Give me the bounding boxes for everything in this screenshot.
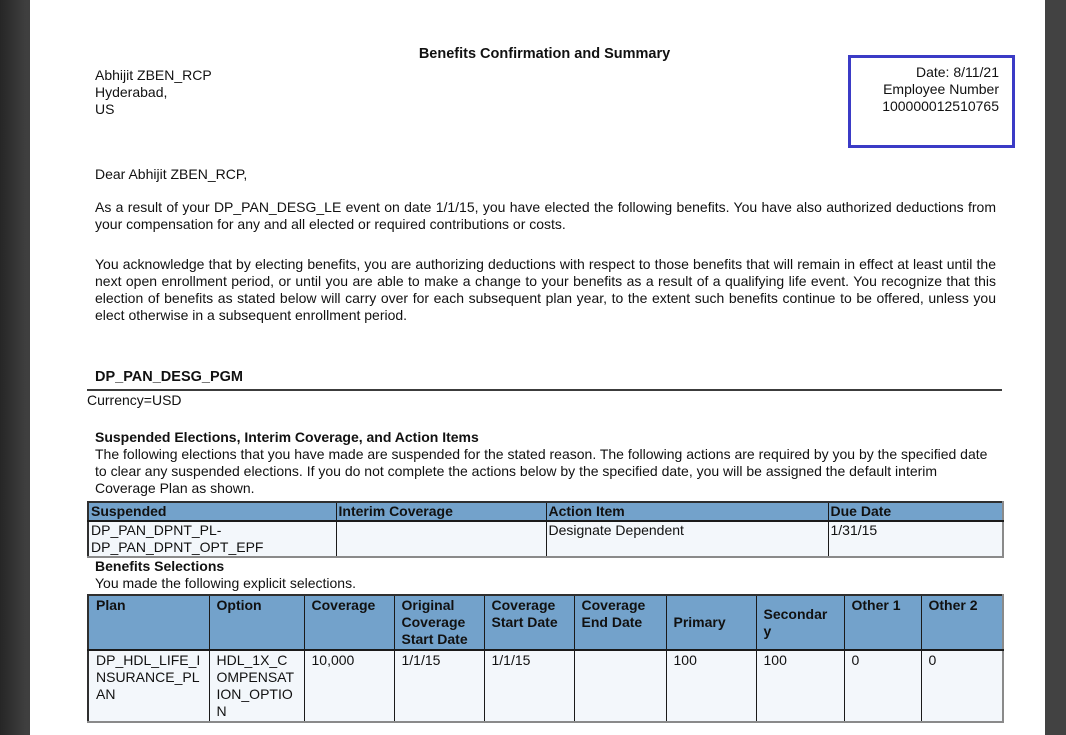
paragraph-acknowledgement: You acknowledge that by electing benefits, you are authorizing deductions with respect to those benefits that will remain in effect at least until the next open enrollment period, or until you are able to make a change to your benefits as a result of a qualifying life event. You recognize that this election of benefits as stated below will carry over for each subsequent plan year, to the extent such benefits continue to be offered, unless you elect otherwise in a subsequent enrollment period. [95, 256, 996, 323]
suspended-section-description: The following elections that you have made are suspended for the stated reason. The following actions are required by you by the specified date to clear any suspended elections. If you do not complete the actions below by the specified date, you will be assigned the default interim Coverage Plan as shown. [95, 446, 988, 496]
program-heading: DP_PAN_DESG_PGM [87, 369, 1002, 391]
suspended-section-heading: Suspended Elections, Interim Coverage, and Action Items [95, 429, 479, 445]
info-employee-number-label: Employee Number [883, 81, 999, 97]
cell-coverage-start-date: 1/1/15 [484, 650, 574, 722]
benefits-selections-description: You made the following explicit selections. [95, 575, 356, 591]
recipient-address [95, 67, 1002, 118]
document-page [30, 0, 1045, 735]
header-other-1: Other 1 [844, 595, 921, 650]
recipient-city: Hyderabad, [95, 84, 168, 100]
page-title: Benefits Confirmation and Summary [418, 46, 671, 62]
header-original-coverage-start-date: Original Coverage Start Date [394, 595, 484, 650]
header-other-2: Other 2 [921, 595, 1003, 650]
cell-option: HDL_1X_COMPENSATION_OPTION [209, 650, 304, 722]
table-header-row [88, 502, 1003, 521]
benefits-selections-table [87, 594, 1004, 723]
cell-original-coverage-start-date: 1/1/15 [394, 650, 484, 722]
header-due-date: Due Date [828, 502, 1003, 521]
suspended-elections-table [87, 501, 1004, 558]
header-coverage: Coverage [304, 595, 394, 650]
cell-suspended: DP_PAN_DPNT_PL-DP_PAN_DPNT_OPT_EPF [88, 521, 336, 557]
document-content [87, 0, 1002, 723]
recipient-name: Abhijit ZBEN_RCP [95, 67, 212, 83]
cell-plan: DP_HDL_LIFE_INSURANCE_PLAN [88, 650, 209, 722]
header-secondary [756, 595, 844, 650]
cell-other-1: 0 [844, 650, 921, 722]
currency-line: Currency=USD [87, 392, 182, 408]
cell-other-2: 0 [921, 650, 1003, 722]
info-date: Date: 8/11/21 [915, 64, 999, 80]
cell-due-date: 1/31/15 [828, 521, 1003, 557]
benefits-selections-heading: Benefits Selections [95, 558, 225, 574]
recipient-country: US [95, 101, 115, 117]
cell-action-item: Designate Dependent [546, 521, 828, 557]
header-primary: Primary [666, 595, 756, 650]
table-row [88, 521, 1003, 557]
paragraph-election-result: As a result of your DP_PAN_DESG_LE event on date 1/1/15, you have elected the following benefits. You have also authorized deductions from your compensation for any and all elected or required contributions or costs. [95, 199, 996, 232]
info-employee-number: 100000012510765 [882, 98, 999, 114]
cell-coverage-end-date [574, 650, 666, 722]
header-option: Option [209, 595, 304, 650]
table-row [88, 650, 1003, 722]
cell-primary: 100 [666, 650, 756, 722]
header-suspended: Suspended [88, 502, 336, 521]
header-secondary-label: Secondary [763, 605, 828, 639]
cell-interim-coverage [336, 521, 546, 557]
header-plan: Plan [88, 595, 209, 650]
greeting-line: Dear Abhijit ZBEN_RCP, [95, 166, 248, 182]
header-action-item: Action Item [546, 502, 828, 521]
header-coverage-start-date: Coverage Start Date [484, 595, 574, 650]
header-coverage-end-date: Coverage End Date [574, 595, 666, 650]
cell-secondary: 100 [756, 650, 844, 722]
table-header-row [88, 595, 1003, 650]
header-interim-coverage: Interim Coverage [336, 502, 546, 521]
cell-coverage: 10,000 [304, 650, 394, 722]
